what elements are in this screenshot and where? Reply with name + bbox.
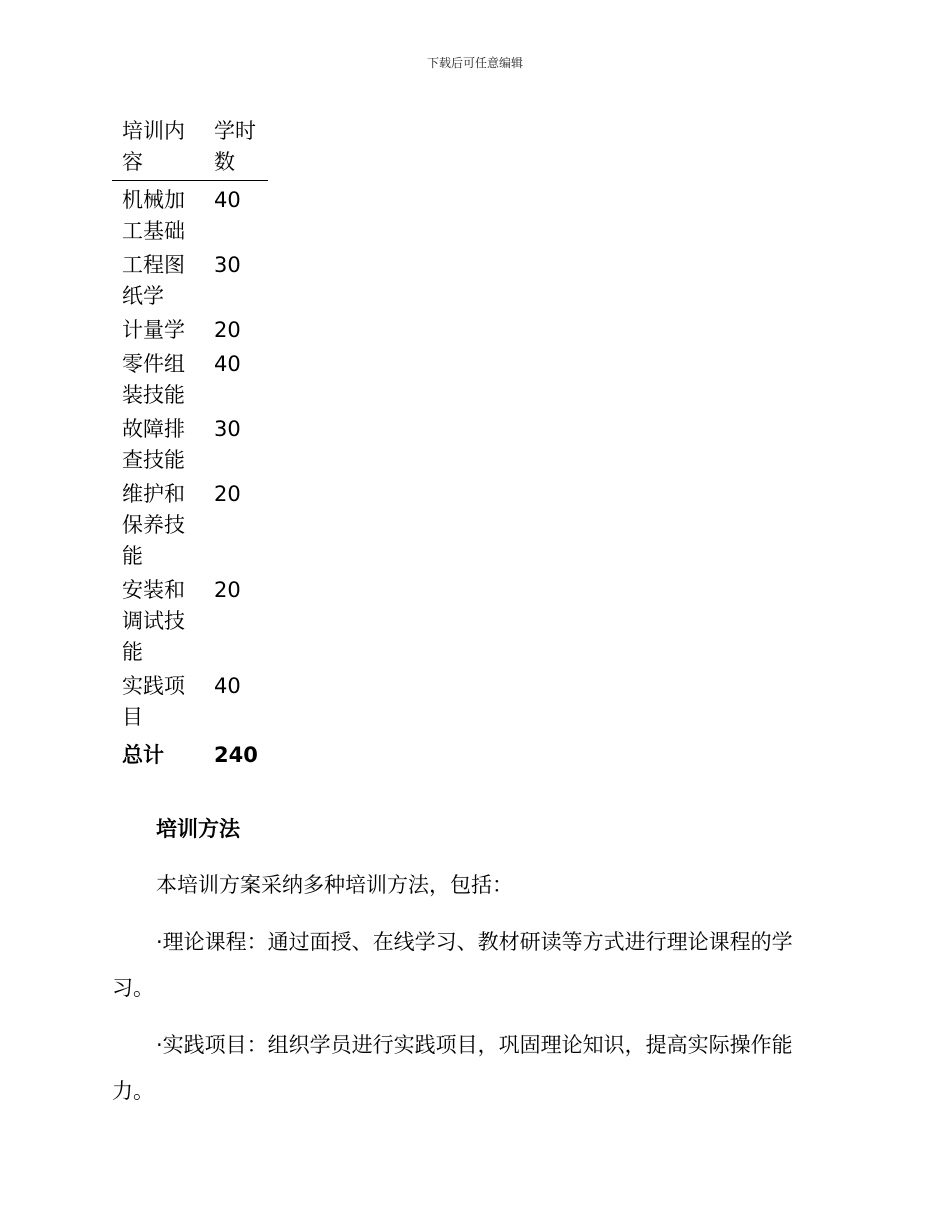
table-total-row	[112, 736, 268, 774]
training-hours-table	[112, 116, 268, 774]
cell-content: 安装和调试技能	[122, 578, 185, 664]
cell-hours: 40	[214, 352, 241, 376]
table-row	[112, 349, 268, 414]
cell-hours: 20	[214, 578, 241, 602]
column-header-hours: 学时数	[214, 116, 268, 181]
table-row	[112, 315, 268, 349]
table-row	[112, 575, 268, 671]
cell-content: 工程图纸学	[122, 253, 185, 308]
cell-hours: 40	[214, 674, 241, 698]
cell-content: 零件组装技能	[122, 352, 185, 407]
cell-hours: 20	[214, 318, 241, 342]
cell-content: 实践项目	[122, 674, 185, 729]
page-header: 下载后可任意编辑	[426, 56, 523, 70]
method-item-practice: ·实践项目：组织学员进行实践项目，巩固理论知识，提高实际操作能力。	[112, 1033, 793, 1103]
table-header-row	[112, 116, 268, 181]
cell-hours: 30	[214, 417, 241, 441]
total-hours: 240	[214, 743, 258, 767]
section-title: 培训方法	[156, 817, 240, 841]
cell-hours: 20	[214, 482, 241, 506]
cell-content: 计量学	[122, 318, 185, 342]
intro-paragraph: 本培训方案采纳多种培训方法，包括：	[156, 873, 513, 897]
cell-content: 故障排查技能	[122, 417, 185, 472]
cell-hours: 40	[214, 188, 241, 212]
table-row	[112, 671, 268, 736]
table-row	[112, 181, 268, 251]
table-row	[112, 250, 268, 315]
column-header-content: 培训内容	[112, 116, 214, 181]
cell-content: 机械加工基础	[122, 188, 185, 243]
method-item-theory: ·理论课程：通过面授、在线学习、教材研读等方式进行理论课程的学习。	[112, 930, 793, 1000]
cell-content: 维护和保养技能	[122, 482, 185, 568]
table-row	[112, 414, 268, 479]
total-label: 总计	[122, 743, 164, 767]
cell-hours: 30	[214, 253, 241, 277]
table-row	[112, 479, 268, 575]
